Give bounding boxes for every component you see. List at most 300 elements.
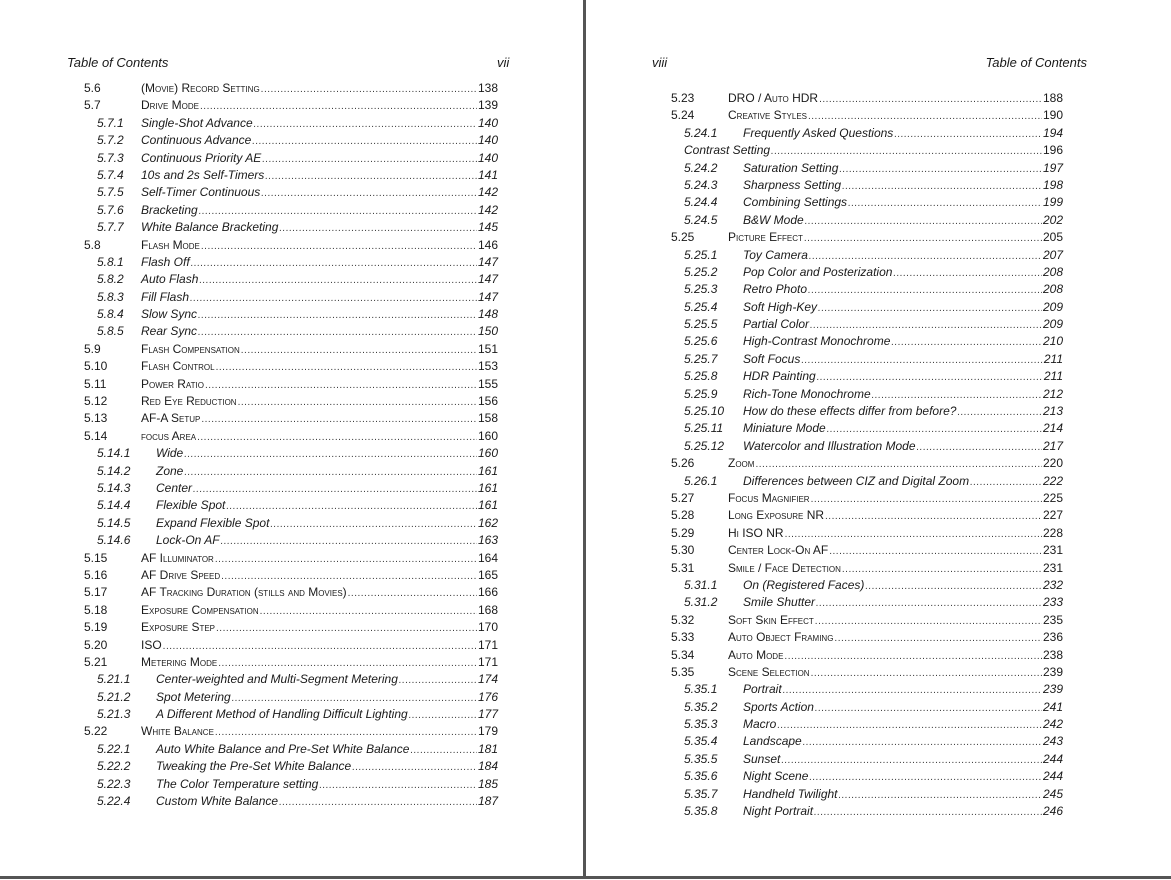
toc-title-row [141,410,498,428]
toc-entry[interactable] [84,376,498,393]
toc-entry[interactable] [84,184,498,201]
toc-title-row [743,699,1063,717]
toc-title-row [743,751,1063,769]
toc-title-row [728,455,1063,473]
toc-entry[interactable] [671,333,1063,350]
toc-section-number: 5.25.9 [684,386,718,401]
toc-title-row [728,107,1063,125]
toc-page-number: 163 [477,533,498,548]
toc-list [84,80,498,810]
toc-section-title: Expand Flexible Spot [156,515,270,530]
toc-section-title: Soft Skin Effect [728,612,814,627]
toc-page-number: 161 [477,480,498,495]
toc-title-row [743,438,1063,456]
toc-entry[interactable] [671,786,1063,803]
toc-entry[interactable] [671,455,1063,472]
toc-section-number: 5.21.1 [97,672,131,687]
toc-entry[interactable] [84,550,498,567]
toc-entry[interactable] [671,420,1063,437]
dot-leader [917,439,1042,456]
toc-section-title: Rear Sync [141,324,198,339]
toc-entry[interactable] [84,410,498,427]
dot-leader [199,203,477,220]
toc-page-number: 239 [1042,664,1063,679]
toc-entry[interactable] [671,212,1063,229]
dot-leader [270,516,477,533]
toc-section-number: 5.25.12 [684,438,725,453]
toc-section-number: 5.32 [671,612,695,627]
toc-title-row [728,525,1063,543]
toc-section-title: Picture Effect [728,230,803,245]
toc-entry[interactable] [671,507,1063,524]
dot-leader [834,630,1042,647]
toc-section-number: 5.23 [671,91,695,105]
toc-section-title: High-Contrast Monochrome [743,334,891,349]
toc-section-number: 5.19 [84,620,108,635]
toc-entry[interactable] [671,177,1063,194]
toc-entry[interactable] [671,560,1063,577]
toc-title-row [156,706,498,724]
toc-entry[interactable] [671,612,1063,629]
toc-section-number: 5.10 [84,359,108,374]
toc-page-number: 213 [1042,404,1063,419]
toc-page-number: 145 [477,220,498,235]
toc-section-title: Sports Action [743,699,814,714]
toc-entry[interactable] [84,723,498,740]
toc-entry[interactable] [671,768,1063,785]
toc-entry[interactable] [84,793,498,810]
dot-leader [777,717,1042,734]
toc-section-number: 5.13 [84,411,108,426]
toc-page-number: 140 [477,133,498,148]
toc-title-row [743,247,1063,265]
toc-section-title: 10s and 2s Self-Timers [141,167,265,182]
toc-section-title: Smile / Face Detection [728,560,841,575]
toc-entry[interactable] [671,542,1063,559]
toc-section-number: 5.25.5 [684,317,718,332]
toc-entry[interactable] [84,289,498,306]
toc-entry[interactable] [671,751,1063,768]
toc-entry[interactable] [84,532,498,549]
toc-section-number: 5.14.1 [97,446,131,461]
toc-page-number: 243 [1042,734,1063,749]
toc-entry[interactable] [671,490,1063,507]
dot-leader [260,603,477,620]
toc-title-row [728,612,1063,630]
dot-leader [808,108,1042,125]
dot-leader [805,213,1042,230]
toc-entry[interactable] [671,403,1063,420]
toc-title-row [743,177,1063,195]
dot-leader [818,300,1042,317]
toc-page-number: 161 [477,463,498,478]
toc-section-title: Creative Styles [728,108,807,123]
toc-section-title: AF-A Setup [141,411,201,426]
dot-leader [184,464,477,481]
toc-section-number: 5.8 [84,237,101,252]
toc-title-row [743,160,1063,178]
toc-entry[interactable] [671,681,1063,698]
toc-title-row [141,428,498,446]
toc-section-number: 5.25.4 [684,299,718,314]
toc-title-row [141,167,498,185]
toc-page-number: 198 [1042,177,1063,192]
toc-page-number: 236 [1042,630,1063,645]
toc-entry[interactable] [671,733,1063,750]
dot-leader [829,543,1042,560]
toc-section-title: Zone [156,463,184,478]
toc-section-number: 5.35.7 [684,786,718,801]
toc-entry[interactable] [84,602,498,619]
toc-page-number: 214 [1042,421,1063,436]
toc-title-row [743,716,1063,734]
toc-section-number: 5.15 [84,550,108,565]
toc-title-row [141,219,498,237]
toc-page-number: 190 [1042,108,1063,123]
toc-entry[interactable] [671,473,1063,490]
toc-section-number: 5.7 [84,98,101,113]
dot-leader [842,561,1042,578]
toc-page-number: 153 [477,359,498,374]
toc-entry[interactable] [84,445,498,462]
toc-section-title: Soft Focus [743,351,801,366]
toc-section-number: 5.7.3 [97,150,124,165]
toc-entry[interactable] [671,629,1063,646]
toc-entry[interactable] [671,125,1063,142]
toc-section-title: Watercolor and Illustration Mode [743,438,916,453]
toc-entry[interactable] [84,428,498,445]
toc-entry[interactable] [84,97,498,114]
toc-entry[interactable] [671,664,1063,681]
dot-leader [279,794,477,811]
toc-entry[interactable] [671,803,1063,820]
toc-page-number: 165 [477,567,498,582]
toc-entry[interactable] [671,594,1063,611]
toc-entry[interactable] [84,584,498,601]
toc-title-row [141,202,498,220]
dot-leader [839,787,1042,804]
toc-section-title: Scene Selection [728,664,810,679]
toc-entry[interactable] [84,654,498,671]
toc-title-row [141,132,498,150]
dot-leader [163,638,477,655]
toc-entry[interactable] [671,194,1063,211]
dot-leader [872,387,1042,404]
toc-title-row [156,480,498,498]
dot-leader [201,411,477,428]
toc-title-row [141,341,498,359]
toc-section-number: 5.30 [671,543,695,558]
toc-page-number: 211 [1043,369,1063,384]
toc-page-number: 139 [477,98,498,113]
toc-section-number: 5.14.6 [97,533,131,548]
toc-title-row [743,212,1063,230]
toc-entry[interactable] [671,699,1063,716]
toc-entry[interactable] [671,107,1063,124]
toc-section-title: Toy Camera [743,247,808,262]
toc-page-number: 161 [477,498,498,513]
toc-section-title: AF Tracking Duration (stills and Movies) [141,585,347,600]
dot-leader [893,265,1042,282]
dot-leader [193,481,477,498]
toc-page-number: 212 [1042,386,1063,401]
toc-title-row [743,368,1063,386]
dot-leader [215,724,477,741]
toc-section-number: 5.25.1 [684,247,718,262]
toc-title-row [141,550,498,568]
toc-page-number: 233 [1042,595,1063,610]
toc-entry[interactable] [671,351,1063,368]
toc-section-title: Long Exposure NR [728,508,825,523]
dot-leader [221,533,477,550]
toc-entry[interactable] [84,132,498,149]
toc-title-row [141,567,498,585]
toc-page-number: 242 [1042,717,1063,732]
toc-section-number: 5.21.2 [97,689,131,704]
dot-leader [241,342,477,359]
toc-page-number: 164 [477,550,498,565]
dot-leader [783,682,1042,699]
toc-entry[interactable] [671,368,1063,385]
toc-section-title: AF Drive Speed [141,567,221,582]
toc-page-number: 171 [477,654,498,669]
toc-section-number: 5.14.4 [97,498,131,513]
toc-entry[interactable] [84,237,498,254]
toc-entry[interactable] [671,264,1063,281]
toc-entry[interactable] [84,219,498,236]
toc-title-row [141,358,498,376]
toc-page-number: 187 [477,794,498,809]
toc-section-title: Portrait [743,682,782,697]
toc-entry[interactable] [84,271,498,288]
toc-page-number: 207 [1042,247,1063,262]
toc-entry[interactable] [84,393,498,410]
toc-entry[interactable] [84,80,498,97]
toc-section-title: Fill Flash [141,289,190,304]
dot-leader [811,491,1042,508]
toc-entry[interactable] [84,637,498,654]
toc-page-number: 174 [477,672,498,687]
toc-section-title: Focus Magnifier [728,490,810,505]
toc-page-number: 238 [1042,647,1063,662]
toc-entry[interactable] [671,160,1063,177]
toc-section-number: 5.29 [671,525,695,540]
toc-title-row [743,594,1063,612]
toc-title-row [743,125,1063,143]
toc-page-number: 232 [1042,577,1063,592]
toc-entry[interactable] [84,515,498,532]
toc-section-number: 5.24.5 [684,212,718,227]
dot-leader [865,578,1042,595]
toc-section-title: Saturation Setting [743,160,839,175]
dot-leader [970,474,1042,491]
toc-entry[interactable] [671,316,1063,333]
dot-leader [814,804,1042,821]
toc-title-row [743,786,1063,804]
dot-leader [781,752,1042,769]
toc-section-title: (Movie) Record Setting [141,81,260,95]
toc-section-title: Auto White Balance and Pre-Set White Balance [156,741,410,756]
toc-entry[interactable] [671,247,1063,264]
toc-entry[interactable] [84,358,498,375]
toc-section-title: Power Ratio [141,376,204,391]
toc-title-row [156,741,498,759]
dot-leader [190,290,477,307]
toc-section-number: 5.24.4 [684,195,718,210]
toc-page-number: 194 [1042,125,1063,140]
toc-section-title: Wide [156,446,184,461]
toc-section-title: Differences between CIZ and Digital Zoom [743,473,970,488]
toc-entry[interactable] [671,299,1063,316]
toc-section-title: Sharpness Setting [743,177,842,192]
toc-title-row [743,473,1063,491]
toc-section-title: Soft High-Key [743,299,818,314]
toc-section-title: Spot Metering [156,689,231,704]
toc-page-number: 146 [477,237,498,252]
toc-page-number: 222 [1042,473,1063,488]
toc-entry[interactable] [84,497,498,514]
toc-page-number: 162 [477,515,498,530]
toc-entry[interactable] [84,254,498,271]
toc-section-number: 5.11 [84,376,107,391]
toc-section-title: ISO [141,637,162,652]
toc-title-row [141,323,498,341]
toc-page-number: 156 [477,394,498,409]
toc-section-number: 5.7.5 [97,185,124,200]
toc-section-title: Frequently Asked Questions [743,125,894,140]
toc-entry[interactable] [84,167,498,184]
toc-section-number: 5.22.2 [97,759,131,774]
toc-section-title: The Color Temperature setting [156,776,319,791]
toc-page-number: 177 [477,707,498,722]
toc-entry[interactable] [84,323,498,340]
dot-leader [319,777,477,794]
toc-page-number: 245 [1042,786,1063,801]
dot-leader [197,429,477,446]
toc-entry[interactable] [671,386,1063,403]
toc-entry[interactable] [84,463,498,480]
toc-section-number: 5.35 [671,664,695,679]
toc-entry[interactable] [84,306,498,323]
toc-section-number: 5.25.3 [684,282,718,297]
toc-page-number: 188 [1042,91,1063,105]
toc-title-row [141,289,498,307]
toc-page-number: 142 [477,185,498,200]
toc-page-number: 208 [1042,264,1063,279]
toc-entry[interactable] [84,341,498,358]
toc-title-row [141,184,498,202]
dot-leader [352,759,477,776]
toc-entry[interactable] [84,776,498,793]
toc-entry[interactable] [84,706,498,723]
toc-entry[interactable] [84,671,498,688]
toc-entry[interactable] [671,577,1063,594]
toc-entry[interactable] [84,758,498,775]
toc-entry[interactable] [84,619,498,636]
toc-section-title: Center [156,480,193,495]
toc-title-row [728,629,1063,647]
toc-section-number: 5.22.1 [97,741,131,756]
toc-section-number: 5.14 [84,428,108,443]
toc-section-number: 5.24.2 [684,160,718,175]
toc-page-number: 148 [477,307,498,322]
toc-section-number: 5.24.3 [684,177,718,192]
toc-title-row [156,445,498,463]
toc-section-number: 5.6 [84,81,101,95]
toc-entry[interactable] [84,689,498,706]
toc-section-number: 5.14.3 [97,480,131,495]
toc-entry[interactable] [84,202,498,219]
dot-leader [785,526,1042,543]
toc-page-number: 227 [1042,508,1063,523]
dot-leader [842,178,1042,195]
toc-section-title: Self-Timer Continuous [141,185,261,200]
toc-entry[interactable] [671,647,1063,664]
toc-entry[interactable] [84,480,498,497]
toc-entry[interactable] [671,525,1063,542]
toc-page-number: 151 [477,341,498,356]
dot-leader [198,324,477,341]
toc-title-row [743,386,1063,404]
toc-section-title: Pop Color and Posterization [743,264,893,279]
dot-leader [348,585,477,602]
toc-section-title: Flash Compensation [141,341,240,356]
toc-title-row [743,403,1063,421]
dot-leader [894,126,1042,143]
dot-leader [279,220,477,237]
running-header-title: Table of Contents [985,55,1087,70]
toc-title-row [743,733,1063,751]
toc-section-title: Miniature Mode [743,421,826,436]
toc-section-title: Night Portrait [743,804,814,819]
toc-section-title: Night Scene [743,769,809,784]
toc-entry[interactable] [671,90,1063,107]
toc-entry[interactable] [84,567,498,584]
dot-leader [809,769,1042,786]
dot-leader [817,369,1043,386]
toc-section-title: Metering Mode [141,654,218,669]
toc-section-number: 5.25.8 [684,369,718,384]
toc-section-title: Bracketing [141,202,198,217]
toc-entry[interactable] [84,741,498,758]
dot-leader [262,151,477,168]
toc-title-row [743,299,1063,317]
toc-entry[interactable] [671,281,1063,298]
toc-title-row [743,333,1063,351]
toc-page-number: 141 [477,167,498,182]
toc-page-number: 155 [477,376,498,391]
toc-entry[interactable] [84,150,498,167]
toc-entry[interactable] [84,115,498,132]
toc-page-number: 217 [1042,438,1063,453]
toc-section-number: 5.25.7 [684,351,718,366]
toc-title-row [141,150,498,168]
toc-section-title: Auto Mode [728,647,784,662]
toc-section-title: B&W Mode [743,212,804,227]
toc-entry[interactable] [671,229,1063,246]
toc-entry[interactable] [671,438,1063,455]
toc-entry[interactable] [671,716,1063,733]
dot-leader [265,168,477,185]
toc-list [671,90,1063,820]
dot-leader [409,707,477,724]
dot-leader [839,161,1042,178]
dot-leader [808,282,1042,299]
toc-section-number: 5.8.4 [97,307,124,322]
toc-entry[interactable] [671,142,1063,159]
dot-leader [771,143,1042,160]
toc-section-title: A Different Method of Handling Difficult Lighting [156,707,408,722]
